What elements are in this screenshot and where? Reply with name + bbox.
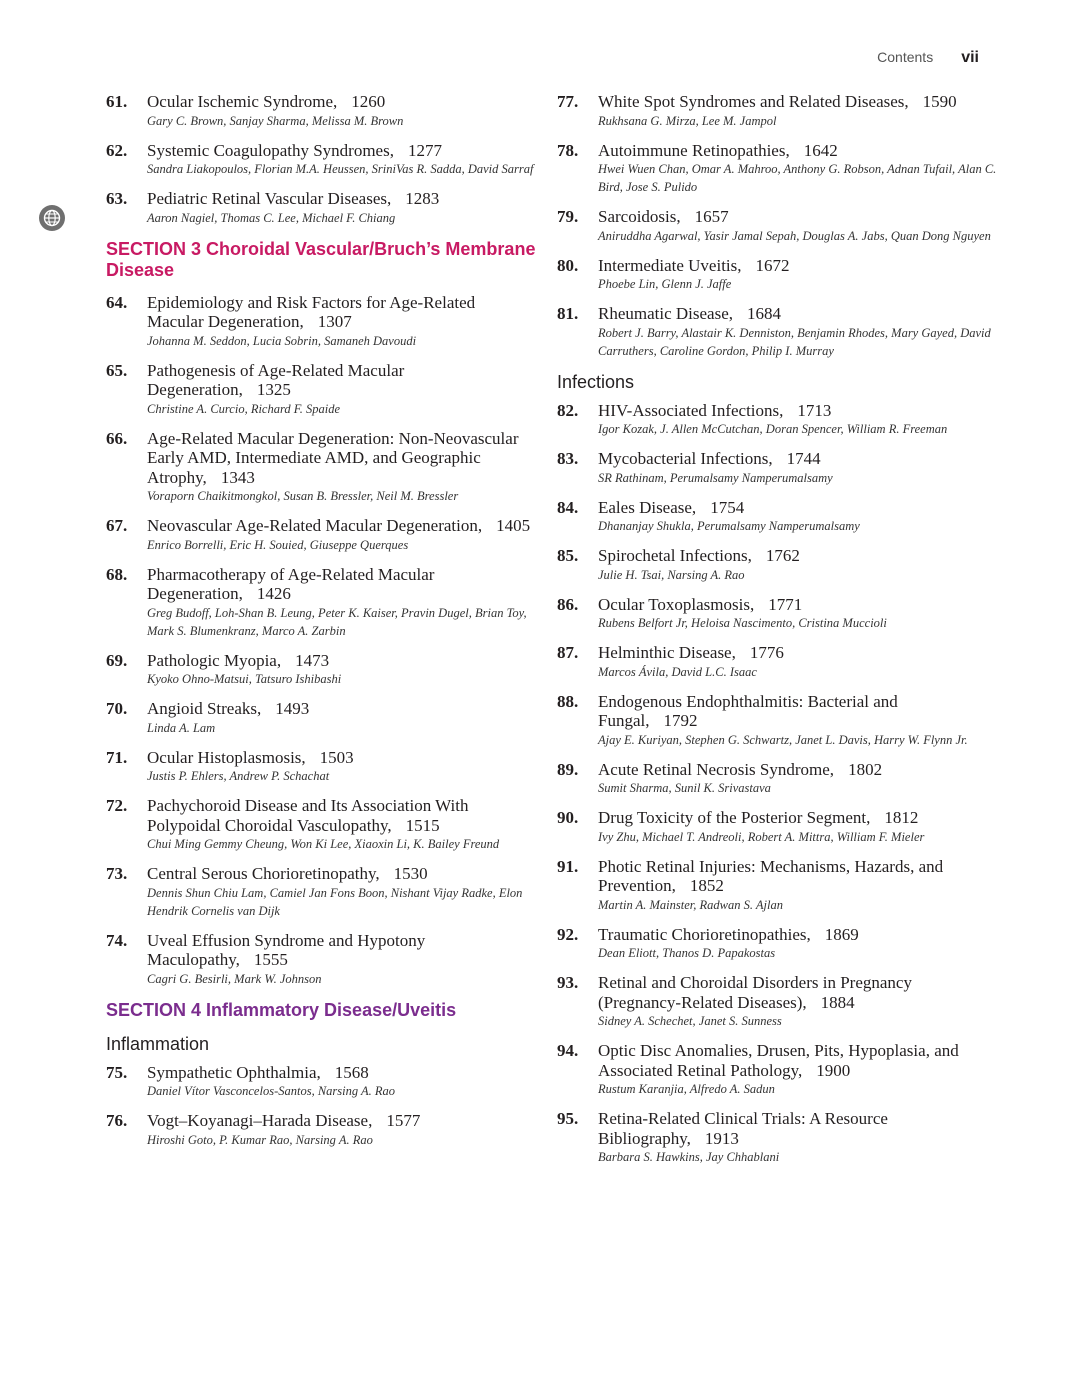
toc-entry[interactable] [557, 92, 997, 130]
chapter-page-number: 1555 [253, 950, 288, 969]
chapter-title: Helminthic Disease, [598, 643, 736, 662]
toc-entry[interactable] [557, 692, 997, 749]
chapter-number: 77. [557, 92, 579, 111]
chapter-page-number: 1744 [786, 449, 821, 468]
chapter-title: Acute Retinal Necrosis Syndrome, [598, 759, 835, 779]
chapter-page-number: 1568 [334, 1062, 369, 1082]
chapter-page-number: 1657 [694, 207, 729, 226]
entry-body [598, 643, 997, 681]
toc-entry[interactable] [106, 796, 536, 853]
chapter-number: 86. [557, 594, 579, 614]
chapter-page-number: 1771 [768, 594, 803, 614]
chapter-title-line [598, 546, 997, 566]
toc-entry[interactable] [106, 651, 536, 689]
chapter-title-line [147, 699, 536, 719]
chapter-number: 81. [557, 304, 579, 323]
chapter-authors: Johanna M. Seddon, Lucia Sobrin, Samaneh Davoudi [147, 333, 417, 348]
chapter-page-number: 1754 [710, 497, 745, 517]
chapter-number: 82. [557, 400, 579, 420]
chapter-authors: Sidney A. Schechet, Janet S. Sunness [598, 1014, 782, 1028]
chapter-number: 78. [557, 140, 579, 160]
chapter-title-line [598, 1109, 997, 1148]
chapter-page-number: 1869 [824, 924, 859, 944]
chapter-title-line [147, 565, 536, 604]
chapter-page-number: 1405 [496, 516, 531, 535]
chapter-title: White Spot Syndromes and Related Diseases, [598, 92, 909, 111]
chapter-authors: Christine A. Curcio, Richard F. Spaide [147, 401, 341, 416]
chapter-title: Retinal and Choroidal Disorders in Pregnancy (Pregnancy-Related Diseases), [598, 973, 912, 1012]
chapter-number: 68. [106, 564, 128, 584]
chapter-title-line [147, 651, 536, 671]
chapter-authors: Hwei Wuen Chan, Omar A. Mahroo, Anthony G. Robson, Adnan Tufail, Alan C. Bird, Jose S. Pulido [598, 162, 997, 194]
running-head [877, 49, 979, 67]
chapter-number: 94. [557, 1041, 579, 1060]
toc-entry[interactable] [557, 449, 997, 487]
chapter-number: 76. [106, 1111, 128, 1130]
entry-body [147, 748, 536, 786]
entry-body [598, 449, 997, 487]
chapter-authors: Chui Ming Gemmy Cheung, Won Ki Lee, Xiaoxin Li, K. Bailey Freund [147, 837, 500, 851]
chapter-number: 65. [106, 360, 128, 380]
entry-body [598, 498, 997, 536]
chapter-page-number: 1343 [220, 467, 255, 487]
chapter-authors: Ajay E. Kuriyan, Stephen G. Schwartz, Janet L. Davis, Harry W. Flynn Jr. [598, 732, 968, 747]
chapter-number: 91. [557, 856, 579, 876]
toc-entry[interactable] [557, 760, 997, 798]
chapter-page-number: 1802 [848, 759, 883, 779]
chapter-title: Ocular Histoplasmosis, [147, 747, 306, 767]
entry-body [598, 141, 997, 197]
chapter-title: Epidemiology and Risk Factors for Age-Related Macular Degeneration, [147, 292, 476, 331]
chapter-title: Traumatic Chorioretinopathies, [598, 924, 811, 944]
chapter-authors: Justis P. Ehlers, Andrew P. Schachat [147, 769, 330, 783]
chapter-number: 89. [557, 759, 579, 779]
toc-entry[interactable] [557, 304, 997, 360]
entry-body [598, 546, 997, 584]
toc-entry[interactable] [557, 207, 997, 245]
toc-entry[interactable] [106, 1111, 536, 1149]
chapter-authors: Daniel Vítor Vasconcelos-Santos, Narsing A. Rao [147, 1084, 396, 1098]
toc-entry[interactable] [106, 429, 536, 506]
chapter-number: 93. [557, 973, 579, 992]
entry-body [598, 304, 997, 360]
chapter-number: 69. [106, 650, 128, 670]
entry-body [147, 361, 536, 418]
chapter-title: Mycobacterial Infections, [598, 449, 773, 468]
chapter-number: 63. [106, 189, 128, 208]
chapter-authors: Greg Budoff, Loh-Shan B. Leung, Peter K. Kaiser, Pravin Dugel, Brian Toy, Mark S. Blumenkranz, Marco A. Zarbin [147, 605, 527, 638]
entry-body [598, 595, 997, 633]
chapter-title-line [598, 760, 997, 780]
chapter-title-line [147, 516, 536, 536]
entry-body [598, 692, 997, 749]
chapter-title: Eales Disease, [598, 497, 697, 517]
chapter-authors: Dennis Shun Chiu Lam, Camiel Jan Fons Boon, Nishant Vijay Radke, Elon Hendrik Cornelis van Dijk [147, 885, 523, 918]
chapter-page-number: 1426 [256, 584, 291, 603]
chapter-title-line [598, 141, 997, 161]
entry-body [598, 1041, 997, 1098]
chapter-title-line [147, 141, 536, 161]
chapter-title-line [598, 92, 997, 112]
chapter-page-number: 1590 [922, 92, 957, 111]
entry-body [147, 699, 536, 737]
chapter-title-line [598, 1041, 997, 1080]
toc-left-column [106, 92, 536, 1160]
toc-entry[interactable] [557, 808, 997, 846]
chapter-authors: Ivy Zhu, Michael T. Andreoli, Robert A. Mittra, William F. Mieler [598, 829, 925, 844]
chapter-title: Pharmacotherapy of Age-Related Macular Degeneration, [147, 564, 435, 603]
chapter-authors: Barbara S. Hawkins, Jay Chhablani [598, 1150, 780, 1164]
chapter-authors: Rubens Belfort Jr, Heloisa Nascimento, Cristina Muccioli [598, 616, 887, 630]
chapter-authors: Voraporn Chaikitmongkol, Susan B. Bressler, Neil M. Bressler [147, 489, 459, 503]
chapter-authors: Igor Kozak, J. Allen McCutchan, Doran Spencer, William R. Freeman [598, 422, 948, 436]
chapter-number: 61. [106, 92, 128, 111]
entry-body [598, 256, 997, 294]
chapter-page-number: 1713 [797, 400, 832, 420]
chapter-title: Angioid Streaks, [147, 699, 262, 718]
toc-entry[interactable] [557, 595, 997, 633]
entry-body [147, 1063, 536, 1101]
chapter-number: 80. [557, 255, 579, 275]
page-number: vii [961, 49, 979, 66]
entry-body [598, 925, 997, 963]
chapter-number: 84. [557, 497, 579, 517]
toc-entry[interactable] [106, 92, 536, 130]
chapter-title-line [598, 692, 997, 731]
chapter-number: 66. [106, 428, 128, 448]
chapter-title-line [598, 256, 997, 276]
chapter-number: 90. [557, 808, 579, 827]
chapter-number: 62. [106, 140, 128, 160]
chapter-page-number: 1283 [405, 189, 440, 208]
chapter-title: Pediatric Retinal Vascular Diseases, [147, 189, 392, 208]
chapter-title-line [598, 643, 997, 663]
chapter-number: 95. [557, 1109, 579, 1128]
chapter-title: Drug Toxicity of the Posterior Segment, [598, 808, 871, 827]
entry-body [598, 973, 997, 1030]
toc-entry[interactable] [106, 699, 536, 737]
toc-entry[interactable] [557, 546, 997, 584]
entry-body [147, 864, 536, 920]
chapter-authors: Kyoko Ohno-Matsui, Tatsuro Ishibashi [147, 672, 342, 686]
chapter-page-number: 1776 [749, 643, 784, 662]
entry-body [598, 207, 997, 245]
chapter-title: Ocular Ischemic Syndrome, [147, 92, 338, 111]
chapter-number: 73. [106, 864, 128, 883]
toc-entry[interactable] [106, 361, 536, 418]
chapter-title: Autoimmune Retinopathies, [598, 140, 790, 160]
chapter-page-number: 1792 [663, 711, 698, 730]
chapter-title-line [147, 931, 536, 970]
chapter-title-line [147, 796, 536, 835]
entry-body [598, 857, 997, 914]
entry-body [147, 1111, 536, 1149]
chapter-title: Intermediate Uveitis, [598, 255, 742, 275]
toc-entry[interactable] [557, 256, 997, 294]
chapter-number: 74. [106, 930, 128, 950]
chapter-authors: Enrico Borrelli, Eric H. Souied, Giuseppe Querques [147, 537, 409, 552]
toc-entry[interactable] [557, 643, 997, 681]
entry-body [147, 516, 536, 554]
chapter-authors: Julie H. Tsai, Narsing A. Rao [598, 567, 745, 582]
entry-body [598, 808, 997, 846]
chapter-authors: SR Rathinam, Perumalsamy Namperumalsamy [598, 470, 833, 485]
chapter-page-number: 1577 [386, 1111, 421, 1130]
toc-entry[interactable] [106, 931, 536, 988]
chapter-number: 72. [106, 796, 128, 815]
entry-body [147, 651, 536, 689]
subsection-heading: Infections [557, 371, 635, 392]
running-head-label: Contents [877, 49, 934, 65]
chapter-title-line [147, 864, 536, 884]
section-heading: SECTION 4 Inflammatory Disease/Uveitis [106, 999, 457, 1020]
toc-right-column [557, 92, 997, 1177]
entry-body [147, 565, 536, 640]
chapter-title: Pachychoroid Disease and Its Association With Polypoidal Choroidal Vasculopathy, [147, 796, 469, 835]
entry-body [147, 189, 536, 227]
chapter-page-number: 1913 [704, 1128, 739, 1148]
chapter-page-number: 1884 [820, 992, 855, 1012]
chapter-title: HIV-Associated Infections, [598, 400, 784, 420]
toc-entry[interactable] [557, 973, 997, 1030]
chapter-title: Endogenous Endophthalmitis: Bacterial and Fungal, [598, 691, 898, 730]
toc-entry[interactable] [106, 864, 536, 920]
chapter-title: Optic Disc Anomalies, Drusen, Pits, Hypoplasia, and Associated Retinal Pathology, [598, 1041, 959, 1080]
entry-body [598, 760, 997, 798]
chapter-authors: Hiroshi Goto, P. Kumar Rao, Narsing A. Rao [147, 1132, 373, 1147]
toc-entry[interactable] [557, 401, 997, 439]
chapter-title-line [598, 808, 997, 828]
toc-entry[interactable] [106, 748, 536, 786]
chapter-number: 83. [557, 449, 579, 468]
chapter-title: Sympathetic Ophthalmia, [147, 1062, 321, 1082]
toc-entry[interactable] [557, 925, 997, 963]
subsection-heading: Inflammation [106, 1033, 210, 1054]
chapter-title-line [598, 857, 997, 896]
chapter-title: Central Serous Chorioretinopathy, [147, 864, 380, 883]
toc-entry[interactable] [557, 857, 997, 914]
chapter-authors: Dhananjay Shukla, Perumalsamy Namperumalsamy [598, 519, 860, 533]
toc-entry[interactable] [106, 141, 536, 179]
chapter-page-number: 1900 [816, 1060, 851, 1080]
chapter-page-number: 1852 [689, 876, 724, 895]
entry-body [598, 1109, 997, 1166]
chapter-number: 71. [106, 747, 128, 767]
chapter-title-line [598, 925, 997, 945]
chapter-title-line [147, 293, 536, 332]
chapter-page-number: 1515 [405, 815, 440, 835]
chapter-page-number: 1762 [765, 546, 800, 565]
chapter-title-line [147, 429, 536, 488]
chapter-number: 85. [557, 546, 579, 565]
chapter-number: 88. [557, 691, 579, 711]
chapter-number: 92. [557, 924, 579, 944]
entry-body [598, 92, 997, 130]
toc-entry[interactable] [106, 1063, 536, 1101]
chapter-title: Uveal Effusion Syndrome and Hypotony Maculopathy, [147, 930, 426, 969]
chapter-title-line [147, 361, 536, 400]
chapter-authors: Marcos Ávila, David L.C. Isaac [598, 664, 757, 679]
chapter-authors: Gary C. Brown, Sanjay Sharma, Melissa M. Brown [147, 113, 404, 128]
chapter-authors: Robert J. Barry, Alastair K. Denniston, Benjamin Rhodes, Mary Gayed, David Carruthers, Caroline Gordon, Philip I. Murray [598, 325, 991, 358]
chapter-page-number: 1684 [747, 304, 782, 323]
chapter-title: Age-Related Macular Degeneration: Non-Neovascular Early AMD, Intermediate AMD, and Geographic Atrophy, [147, 428, 519, 487]
chapter-page-number: 1473 [295, 650, 330, 670]
chapter-title: Systemic Coagulopathy Syndromes, [147, 140, 394, 160]
chapter-title: Retina-Related Clinical Trials: A Resource Bibliography, [598, 1109, 888, 1148]
chapter-title: Neovascular Age-Related Macular Degeneration, [147, 516, 483, 535]
toc-entry[interactable] [106, 293, 536, 350]
chapter-authors: Linda A. Lam [147, 720, 216, 735]
chapter-title-line [598, 304, 997, 324]
chapter-page-number: 1277 [407, 140, 442, 160]
chapter-authors: Phoebe Lin, Glenn J. Jaffe [598, 277, 732, 291]
chapter-page-number: 1503 [319, 747, 354, 767]
toc-entry[interactable] [106, 565, 536, 640]
section-heading: SECTION 3 Choroidal Vascular/Bruch’s Membrane Disease [106, 238, 536, 280]
entry-body [147, 796, 536, 853]
chapter-authors: Dean Eliott, Thanos D. Papakostas [598, 946, 776, 960]
chapter-title: Vogt–Koyanagi–Harada Disease, [147, 1111, 373, 1130]
chapter-number: 67. [106, 516, 128, 535]
chapter-page-number: 1672 [755, 255, 790, 275]
chapter-authors: Cagri G. Besirli, Mark W. Johnson [147, 971, 322, 986]
chapter-title-line [598, 401, 997, 421]
entry-body [147, 141, 536, 179]
toc-entry[interactable] [106, 189, 536, 227]
chapter-title-line [598, 595, 997, 615]
chapter-number: 75. [106, 1062, 128, 1082]
chapter-authors: Martin A. Mainster, Radwan S. Ajlan [598, 897, 783, 912]
chapter-authors: Aniruddha Agarwal, Yasir Jamal Sepah, Douglas A. Jabs, Quan Dong Nguyen [598, 228, 991, 243]
chapter-authors: Aaron Nagiel, Thomas C. Lee, Michael F. Chiang [147, 210, 396, 225]
globe-icon[interactable] [39, 205, 65, 231]
chapter-title: Ocular Toxoplasmosis, [598, 594, 755, 614]
chapter-page-number: 1307 [317, 312, 352, 331]
chapter-page-number: 1642 [803, 140, 838, 160]
toc-entry[interactable] [557, 1041, 997, 1098]
chapter-number: 70. [106, 699, 128, 718]
chapter-number: 64. [106, 292, 128, 312]
chapter-title: Photic Retinal Injuries: Mechanisms, Hazards, and Prevention, [598, 856, 944, 895]
chapter-title-line [147, 92, 536, 112]
chapter-page-number: 1812 [884, 808, 919, 827]
toc-entry[interactable] [557, 141, 997, 197]
chapter-authors: Rukhsana G. Mirza, Lee M. Jampol [598, 113, 777, 128]
toc-entry[interactable] [557, 1109, 997, 1166]
entry-body [147, 931, 536, 988]
chapter-title-line [598, 449, 997, 469]
chapter-page-number: 1493 [275, 699, 310, 718]
chapter-title-line [147, 189, 536, 209]
chapter-page-number: 1325 [256, 380, 291, 399]
chapter-title-line [598, 207, 997, 227]
entry-body [598, 401, 997, 439]
chapter-page-number: 1530 [393, 864, 428, 883]
chapter-title: Pathogenesis of Age-Related Macular Degeneration, [147, 360, 405, 399]
entry-body [147, 92, 536, 130]
chapter-title: Sarcoidosis, [598, 207, 681, 226]
toc-entry[interactable] [557, 498, 997, 536]
chapter-page-number: 1260 [351, 92, 386, 111]
chapter-title-line [147, 1063, 536, 1083]
chapter-number: 79. [557, 207, 579, 226]
chapter-title-line [598, 973, 997, 1012]
toc-entry[interactable] [106, 516, 536, 554]
entry-body [147, 293, 536, 350]
globe-icon-glyph [43, 209, 61, 227]
chapter-title-line [147, 748, 536, 768]
chapter-title-line [147, 1111, 536, 1131]
entry-body [147, 429, 536, 506]
chapter-title: Spirochetal Infections, [598, 546, 752, 565]
chapter-number: 87. [557, 643, 579, 662]
chapter-title: Pathologic Myopia, [147, 650, 282, 670]
chapter-title: Rheumatic Disease, [598, 304, 734, 323]
chapter-authors: Sandra Liakopoulos, Florian M.A. Heussen, SriniVas R. Sadda, David Sarraf [147, 162, 534, 176]
chapter-authors: Rustum Karanjia, Alfredo A. Sadun [598, 1082, 775, 1096]
chapter-authors: Sumit Sharma, Sunil K. Srivastava [598, 781, 771, 795]
chapter-title-line [598, 498, 997, 518]
